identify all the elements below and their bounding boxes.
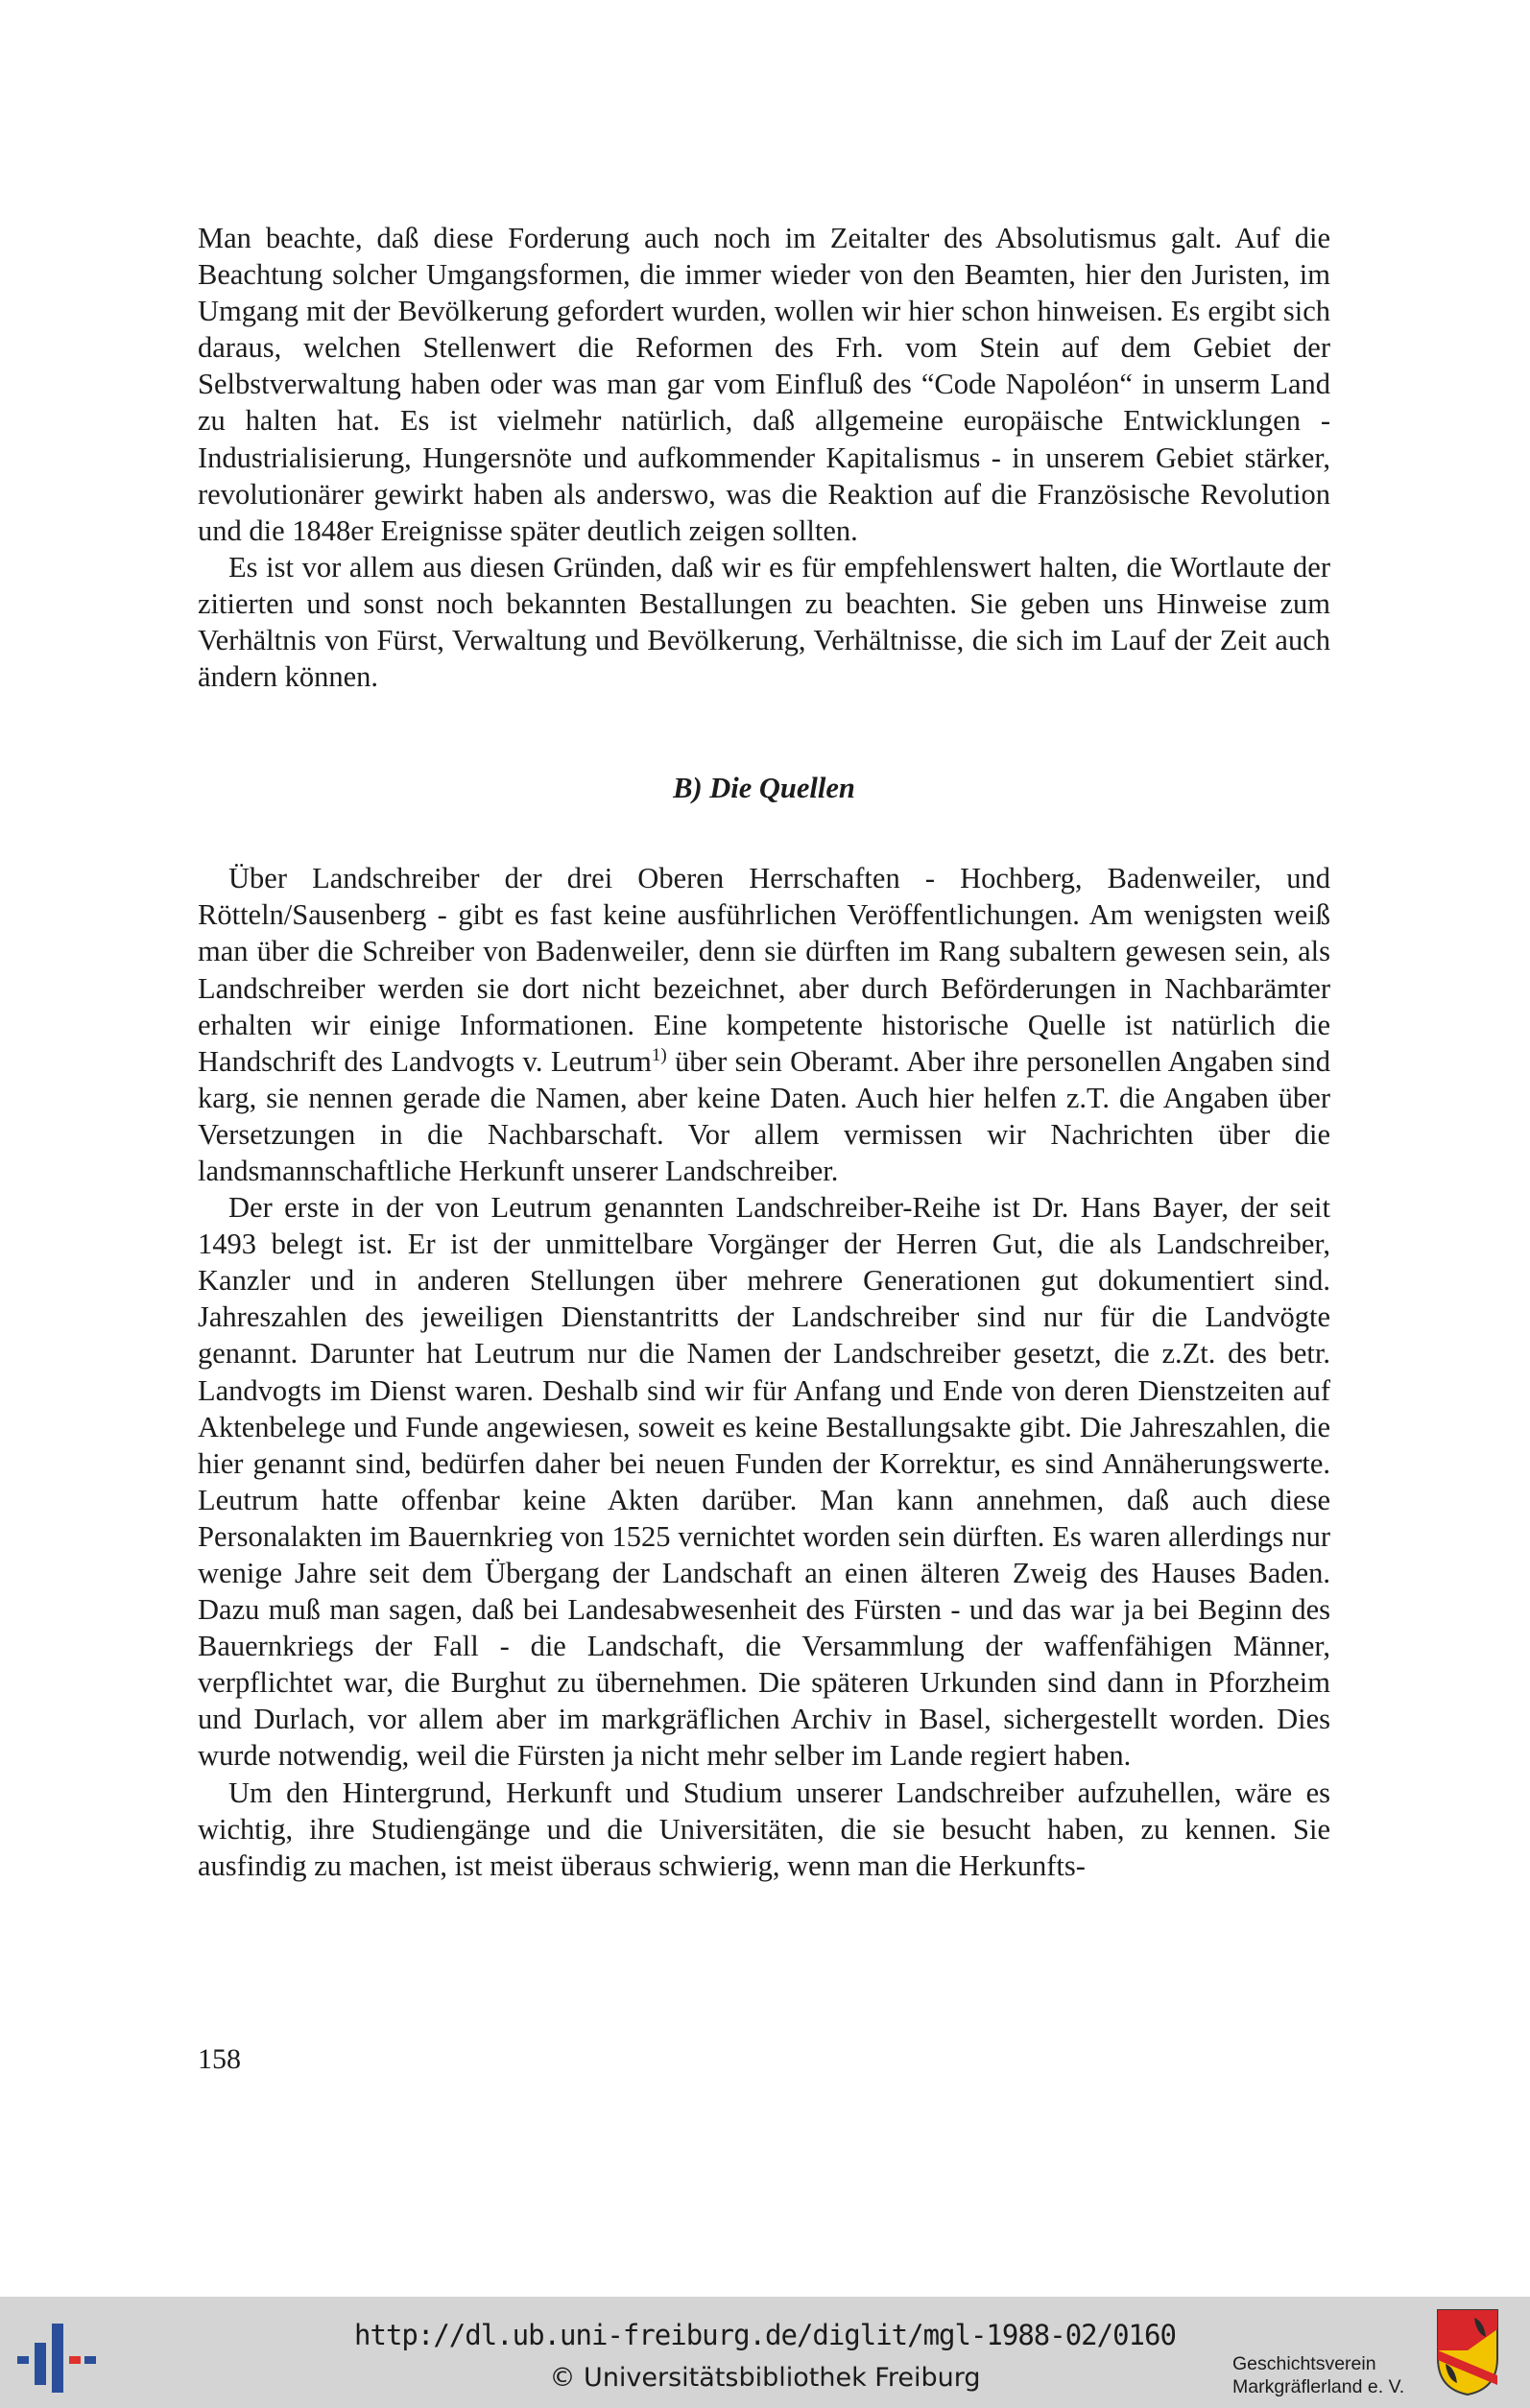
copyright-notice: © Universitätsbibliothek Freiburg <box>549 2363 981 2393</box>
page-number: 158 <box>198 2043 241 2075</box>
paragraph-herkunft: Um den Hintergrund, Herkunft und Studium unserer Landschreiber aufzuhellen, wäre es wichtig, ihre Studiengänge und die Universitäten, die sie besucht haben, zu kennen. Sie ausfindig zu machen, ist meist überaus schwierig, wenn man die Herkunfts- <box>198 1776 1330 1882</box>
section-heading: B) Die Quellen <box>673 772 855 805</box>
document-url-link[interactable]: http://dl.ub.uni-freiburg.de/diglit/mgl-1988-02/0160 <box>354 2319 1176 2351</box>
paragraph-intro: Man beachte, daß diese Forderung auch noch im Zeitalter des Absolutismus galt. Auf die Beachtung solcher Umgangsformen, die immer wieder von den Beamten, hier den Juristen, im Umgang mit der Bevölkerung gefordert wurden, wollen wir hier schon hinweisen. Es ergibt sich daraus, welchen Stellenwert die Reformen des Frh. vom Stein auf dem Gebiet der Selbstverwaltung haben oder was man gar vom Einfluß des “Code Napoléon“ in unserm Land zu halten hat. Es ist vielmehr natürlich, daß allgemeine europäische Entwicklungen - Industrialisierung, Hungersnöte und aufkommender Kapitalismus - in unserem Gebiet stärker, revolutionärer gewirkt haben als anderswo, was die Reaktion auf die Französische Revolution und die 1848er Ereignisse später deutlich zeigen sollten. <box>198 222 1330 547</box>
paragraph-text: Über Landschreiber der drei Oberen Herrschaften - Hochberg, Badenweiler, und Rötteln/Sausenberg - gibt es fast keine ausführlichen Veröffentlichungen. Am wenigsten weiß man über die Schreiber von Badenweiler, denn sie dürften im Rang subaltern gewesen sein, als Landschreiber werden sie dort nicht bezeichnet, aber durch Beförderungen in Nachbarämter erhalten wir einige Informationen. Eine kompetente historische Quelle ist natürlich die Handschrift des Landvogts v. Leutrum <box>198 862 1330 1078</box>
page-body <box>198 220 1330 1884</box>
paragraph-text: über sein Oberamt. Aber ihre personellen Angaben sind karg, sie nennen gerade die Namen, aber keine Daten. Auch hier helfen z.T. die Angaben über Versetzungen in die Nachbarschaft. Vor allem vermissen wir Nachrichten über die landsmannschaftliche Herkunft unserer Landschreiber. <box>198 1044 1330 1187</box>
paragraph-bestallungen: Es ist vor allem aus diesen Gründen, daß wir es für empfehlenswert halten, die Wortlaute der zitierten und sonst noch bekannten Bestallungen zu beachten. Sie geben uns Hinweise zum Verhältnis von Fürst, Verwaltung und Bevölkerung, Verhältnisse, die sich im Lauf der Zeit auch ändern können. <box>198 550 1330 694</box>
footnote-marker: 1) <box>651 1044 667 1065</box>
society-name <box>1232 2352 1415 2398</box>
footer-bar <box>0 2297 1530 2408</box>
coat-of-arms-icon <box>1436 2308 1499 2396</box>
paragraph-landschreiber-reihe: Der erste in der von Leutrum genannten Landschreiber-Reihe ist Dr. Hans Bayer, der seit 1493 belegt ist. Er ist der unmittelbare Vorgänger der Herren Gut, die als Landschreiber, Kanzler und in anderen Stellungen über mehrere Generationen gut dokumentiert sind. Jahreszahlen des jeweiligen Dienstantritts der Landschreiber sind nur für die Landvögte genannt. Darunter hat Leutrum nur die Namen der Landschreiber gesetzt, die z.Zt. des betr. Landvogts im Dienst waren. Deshalb sind wir für Anfang und Ende von deren Dienstzeiten auf Aktenbelege und Funde angewiesen, soweit es keine Bestallungsakte gibt. Die Jahreszahlen, die hier genannt sind, bedürfen daher bei neuen Funden der Korrektur, es sind Annäherungswerte. Leutrum hatte offenbar keine Akten darüber. Man kann annehmen, daß auch diese Personalakten im Bauernkrieg von 1525 vernichtet worden sein dürften. Es waren allerdings nur wenige Jahre seit dem Übergang der Landschaft an einen älteren Zweig des Hauses Baden. Dazu muß man sagen, daß bei Landesabwesenheit des Fürsten - und das war ja bei Beginn des Bauernkriegs der Fall - die Landschaft, die Versammlung der waffenfähigen Männer, verpflichtet war, die Burghut zu übernehmen. Die späteren Urkunden sind dann in Pforzheim und Durlach, vor allem aber im markgräflichen Archiv in Basel, sichergestellt worden. Dies wurde notwendig, weil die Fürsten ja nicht mehr selber im Lande regiert haben. <box>198 1191 1330 1773</box>
society-name-line: Markgräflerland e. V. <box>1232 2376 1405 2397</box>
society-name-line: Geschichtsverein <box>1232 2353 1376 2374</box>
paragraph-quellen-overview <box>198 860 1330 1189</box>
